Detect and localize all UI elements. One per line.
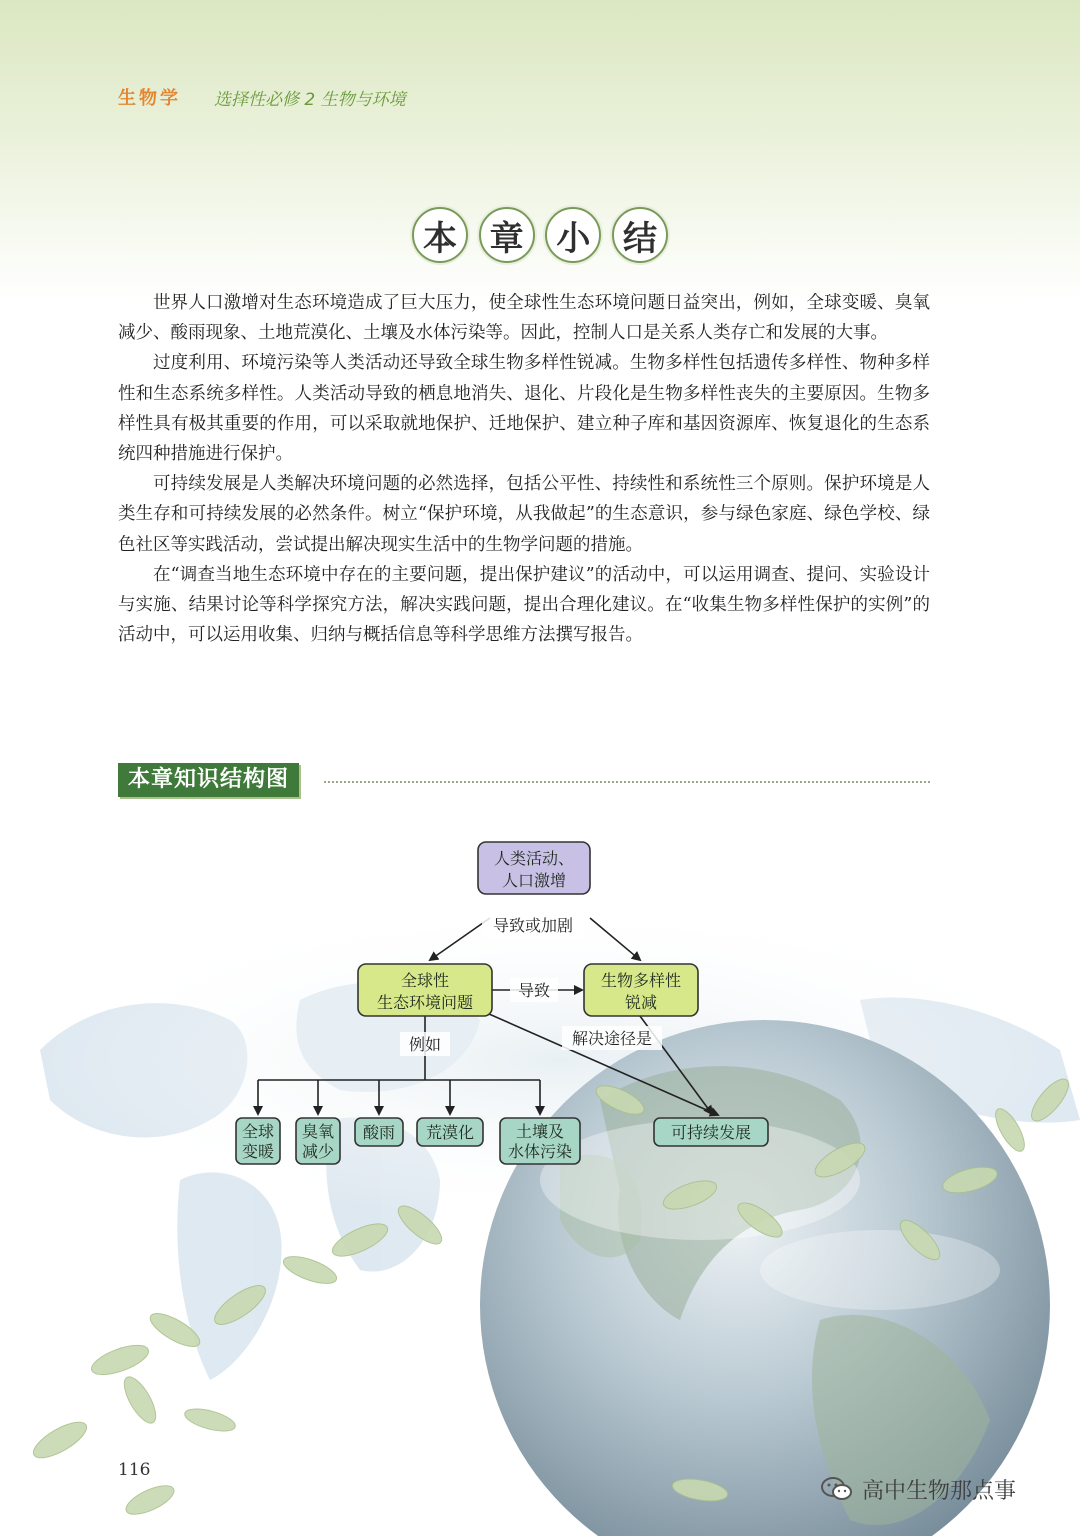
node-label: 臭氧 xyxy=(301,1122,335,1141)
edge-global-to-sustainable xyxy=(480,1010,718,1115)
node-example-soil-water-pollution xyxy=(500,1118,580,1164)
node-label: 人口激增 xyxy=(501,871,567,890)
node-sustainable-development xyxy=(654,1118,768,1146)
node-human-activity xyxy=(478,842,590,894)
summary-paragraph: 在“调查当地生态环境中存在的主要问题，提出保护建议”的活动中，可以运用调查、提问、实验设计与实施、结果讨论等科学探究方法，解决实践问题，提出合理化建议。在“收集生物多样性保护的实例”的活动中，可以运用收集、归纳与概括信息等科学思维方法撰写报告。 xyxy=(118,564,930,646)
node-biodiversity-loss xyxy=(584,964,698,1016)
chapter-title-char: 本 xyxy=(412,207,468,263)
node-label: 全球 xyxy=(241,1122,275,1141)
node-label: 锐减 xyxy=(624,993,658,1012)
node-example-global-warming xyxy=(236,1118,280,1164)
edge-root-to-global xyxy=(430,918,490,960)
wechat-icon xyxy=(820,1475,854,1503)
node-label: 可持续发展 xyxy=(670,1123,752,1142)
header-book-title: 选择性必修 2 生物与环境 xyxy=(214,90,406,110)
node-label: 生态环境问题 xyxy=(376,993,474,1012)
node-label: 酸雨 xyxy=(362,1123,396,1142)
edge-label-solution: 解决途径是 xyxy=(571,1029,653,1048)
summary-paragraph: 过度利用、环境污染等人类活动还导致全球生物多样性锐减。生物多样性包括遗传多样性、物种多样性和生态系统多样性。人类活动导致的栖息地消失、退化、片段化是生物多样性丧失的主要原因。生物多样性具有极其重要的作用，可以采取就地保护、迁地保护、建立种子库和基因资源库、恢复退化的生态系统四种措施进行保护。 xyxy=(118,353,930,465)
node-label: 生物多样性 xyxy=(600,971,682,990)
edge-label-for-example: 例如 xyxy=(408,1035,442,1054)
node-label: 荒漠化 xyxy=(425,1123,475,1142)
page-number: 116 xyxy=(118,1460,151,1480)
watermark xyxy=(820,1474,1016,1504)
edge-label-cause-or-aggravate: 导致或加剧 xyxy=(492,916,574,935)
chapter-title-char: 章 xyxy=(479,207,535,263)
chapter-title-char: 结 xyxy=(612,207,668,263)
edge-label-cause: 导致 xyxy=(517,981,551,1000)
summary-paragraph: 世界人口激增对生态环境造成了巨大压力，使全球性生态环境问题日益突出，例如，全球变暖、臭氧减少、酸雨现象、土地荒漠化、土壤及水体污染等。因此，控制人口是关系人类存亡和发展的大事。 xyxy=(118,293,930,344)
node-example-ozone-depletion xyxy=(296,1118,340,1164)
edge-root-to-biodiversity xyxy=(590,918,640,960)
node-label: 人类活动、 xyxy=(493,849,575,868)
node-example-desertification xyxy=(417,1118,483,1146)
node-global-environment-problem xyxy=(358,964,492,1016)
header-subject: 生物学 xyxy=(118,88,181,109)
summary-paragraph: 可持续发展是人类解决环境问题的必然选择，包括公平性、持续性和系统性三个原则。保护环境是人类生存和可持续发展的必然条件。树立“保护环境，从我做起”的生态意识，参与绿色家庭、绿色学校、绿色社区等实践活动，尝试提出解决现实生活中的生物学问题的措施。 xyxy=(118,474,930,555)
node-label: 减少 xyxy=(301,1142,335,1161)
node-label: 变暖 xyxy=(241,1142,275,1161)
node-label: 全球性 xyxy=(400,971,450,990)
node-example-acid-rain xyxy=(355,1118,403,1146)
node-label: 水体污染 xyxy=(507,1142,573,1161)
watermark-text: 高中生物那点事 xyxy=(862,1478,1017,1504)
node-label: 土壤及 xyxy=(515,1122,565,1141)
section-title: 本章知识结构图 xyxy=(118,763,299,797)
chapter-title-char: 小 xyxy=(545,207,601,263)
